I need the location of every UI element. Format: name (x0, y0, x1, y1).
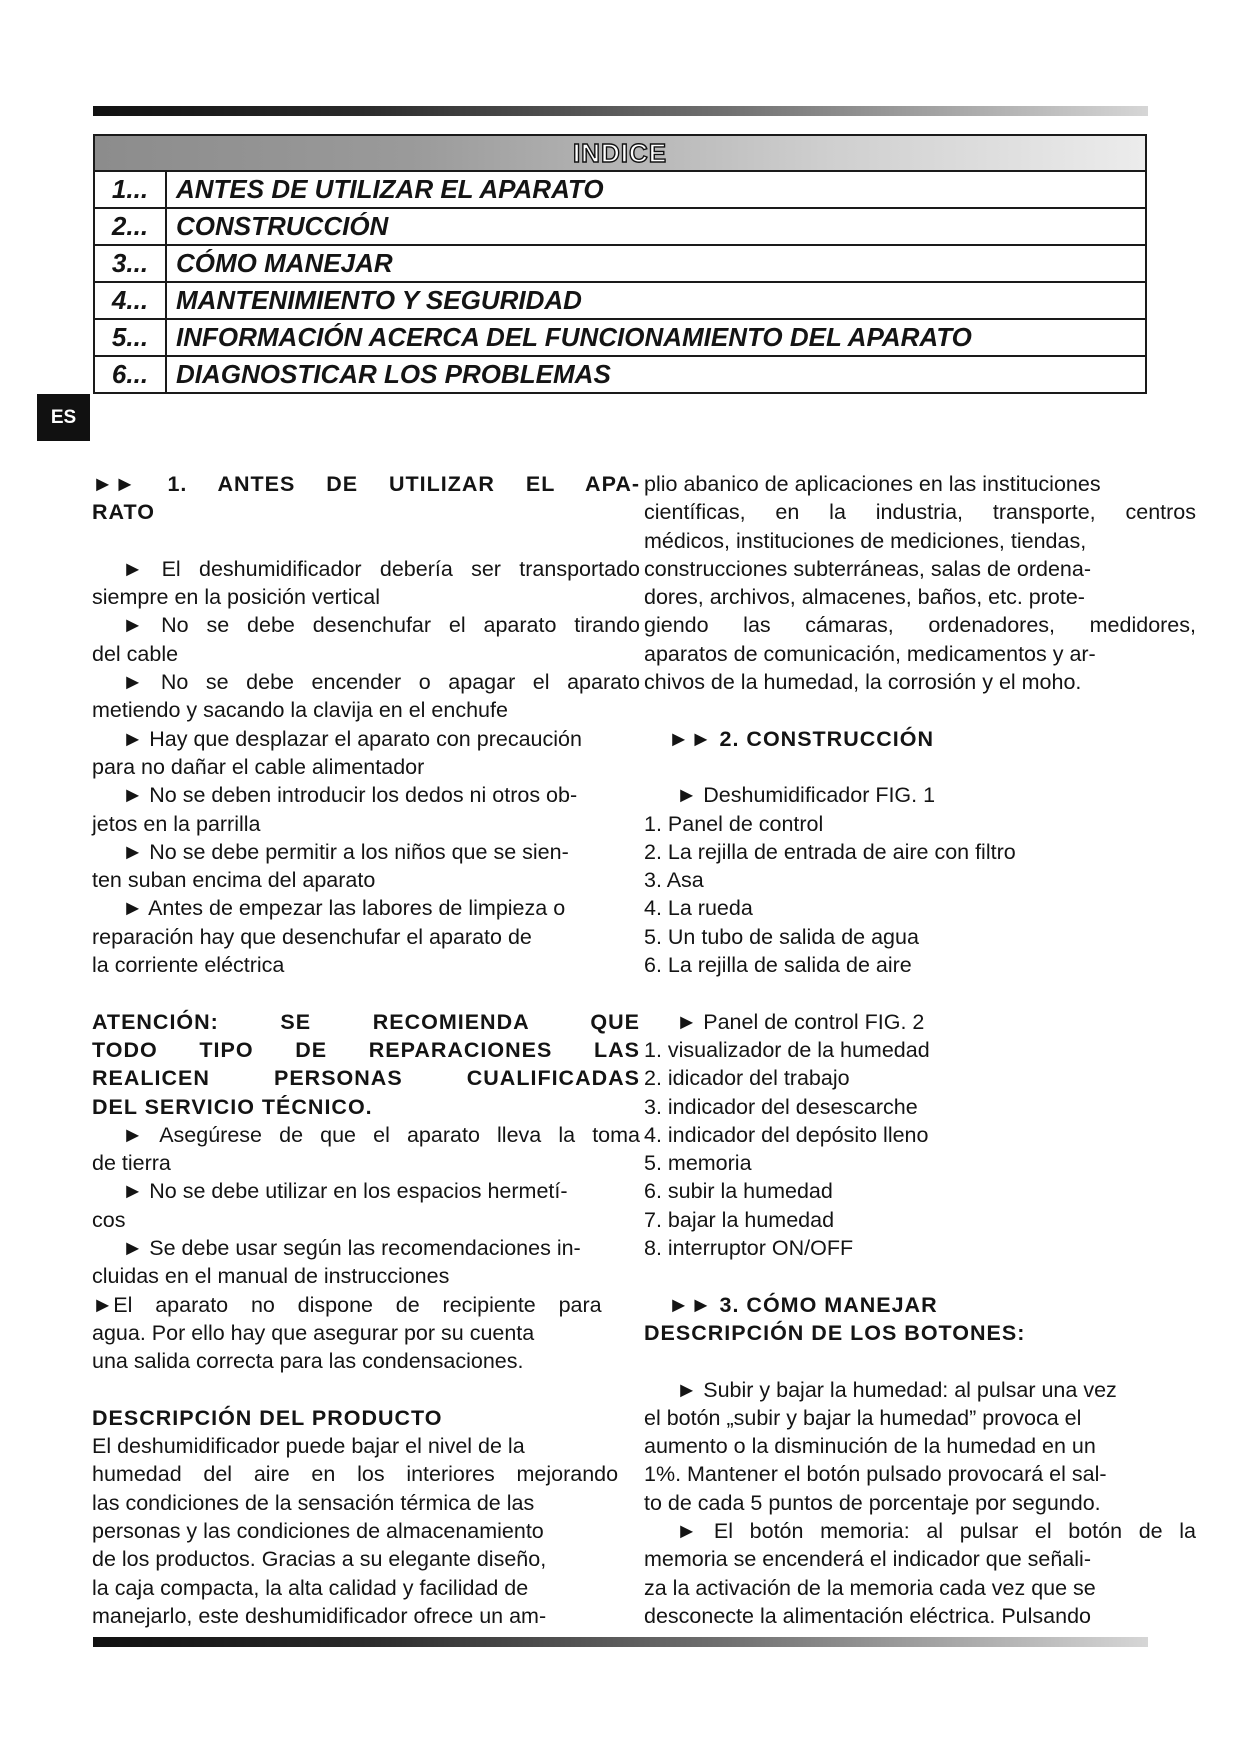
bullet-line: ► No se debe utilizar en los espacios hermetí- (122, 1179, 568, 1204)
description-line: personas y las condiciones de almacenamiento (92, 1518, 544, 1543)
list-item: 6. subir la humedad (644, 1179, 833, 1204)
list-item: 8. interruptor ON/OFF (644, 1236, 854, 1261)
left-column (92, 470, 640, 1630)
buttons-description-heading: DESCRIPCIÓN DE LOS BOTONES: (644, 1320, 1026, 1345)
bullet-line: ►El aparato no dispone de recipiente para (92, 1292, 602, 1317)
bullet-line: siempre en la posición vertical (92, 585, 380, 610)
toc-number: 2... (95, 209, 167, 244)
toc-number: 6... (95, 357, 167, 392)
figure-title: ► Panel de control FIG. 2 (676, 1009, 925, 1034)
list-item: 2. idicador del trabajo (644, 1066, 850, 1091)
bullet-line: metiendo y sacando la clavija en el enchufe (92, 698, 508, 723)
description-line: giendo las cámaras, ordenadores, medidores, (644, 613, 1196, 638)
toc-number: 3... (95, 246, 167, 281)
bullet-line: de tierra (92, 1151, 171, 1176)
description-line: científicas, en la industria, transporte, centros (644, 500, 1196, 525)
table-of-contents (93, 134, 1147, 394)
bullet-line: para no dañar el cable alimentador (92, 754, 425, 779)
section-heading: RATO (92, 500, 155, 525)
toc-label: MANTENIMIENTO Y SEGURIDAD (176, 285, 582, 315)
bullet-line: reparación hay que desenchufar el aparato de (92, 924, 532, 949)
bullet-line: la corriente eléctrica (92, 953, 285, 978)
toc-number: 1... (95, 172, 167, 207)
bullet-line: jetos en la parrilla (92, 811, 261, 836)
description-line: humedad del aire en los interiores mejorando (92, 1462, 619, 1487)
bullet-line: ► Antes de empezar las labores de limpieza o (122, 896, 566, 921)
bullet-line: ► No se deben introducir los dedos ni otros ob- (122, 783, 578, 808)
paragraph-line: za la activación de la memoria cada vez que se (644, 1575, 1096, 1600)
bullet-line: cluidas en el manual de instrucciones (92, 1264, 450, 1289)
list-item: 5. Un tubo de salida de agua (644, 924, 919, 949)
description-line: aparatos de comunicación, medicamentos y ar- (644, 641, 1096, 666)
description-line: manejarlo, este deshumidificador ofrece un am- (92, 1603, 547, 1628)
bullet-line: ► No se debe encender o apagar el aparato (122, 670, 640, 695)
toc-header (95, 136, 1145, 172)
attention-notice: ATENCIÓN: SE RECOMIENDA QUE (92, 1009, 640, 1034)
paragraph-line: ► Subir y bajar la humedad: al pulsar una vez (676, 1377, 1117, 1402)
description-line: construcciones subterráneas, salas de ordena- (644, 556, 1091, 581)
attention-notice: REALICEN PERSONAS CUALIFICADAS (92, 1066, 640, 1091)
bottom-decorative-bar (93, 1637, 1148, 1647)
toc-label: ANTES DE UTILIZAR EL APARATO (176, 174, 604, 204)
description-line: de los productos. Gracias a su elegante diseño, (92, 1547, 547, 1572)
list-item: 7. bajar la humedad (644, 1207, 835, 1232)
bullet-line: del cable (92, 641, 179, 666)
bullet-line: ten suban encima del aparato (92, 868, 376, 893)
toc-number: 5... (95, 320, 167, 355)
figure-title: ► Deshumidificador FIG. 1 (676, 783, 936, 808)
attention-notice: TODO TIPO DE REPARACIONES LAS (92, 1037, 640, 1062)
toc-title: INDICE (572, 137, 668, 168)
list-item: 6. La rejilla de salida de aire (644, 953, 912, 978)
paragraph-line: ► El botón memoria: al pulsar el botón de la (676, 1518, 1196, 1543)
language-badge: ES (37, 394, 90, 441)
top-decorative-bar (93, 106, 1148, 116)
bullet-line: una salida correcta para las condensaciones. (92, 1349, 524, 1374)
toc-label: CONSTRUCCIÓN (176, 211, 389, 241)
description-line: El deshumidificador puede bajar el nivel de la (92, 1434, 525, 1459)
bullet-line: cos (92, 1207, 126, 1232)
bullet-line: ► Asegúrese de que el aparato lleva la toma (122, 1122, 640, 1147)
description-line: plio abanico de aplicaciones en las instituciones (644, 472, 1101, 496)
paragraph-line: memoria se encenderá el indicador que señali- (644, 1547, 1091, 1572)
paragraph-line: 1%. Mantener el botón pulsado provocará el sal- (644, 1462, 1107, 1487)
right-column (644, 470, 1196, 1630)
section-heading: ►► 1. ANTES DE UTILIZAR EL APA- (92, 472, 640, 496)
toc-row (95, 320, 1145, 357)
list-item: 3. indicador del desescarche (644, 1094, 918, 1119)
paragraph-line: desconecte la alimentación eléctrica. Pulsando (644, 1603, 1091, 1628)
toc-number: 4... (95, 283, 167, 318)
description-line: la caja compacta, la alta calidad y facilidad de (92, 1575, 529, 1600)
list-item: 1. visualizador de la humedad (644, 1037, 930, 1062)
list-item: 5. memoria (644, 1151, 752, 1176)
section-heading: ►► 3. CÓMO MANEJAR (668, 1292, 938, 1317)
toc-row (95, 209, 1145, 246)
toc-label: INFORMACIÓN ACERCA DEL FUNCIONAMIENTO DEL APARATO (176, 322, 972, 352)
toc-label: CÓMO MANEJAR (176, 248, 393, 278)
description-line: chivos de la humedad, la corrosión y el moho. (644, 670, 1082, 695)
paragraph-line: el botón „subir y bajar la humedad” provoca el (644, 1405, 1082, 1430)
list-item: 2. La rejilla de entrada de aire con filtro (644, 839, 1016, 864)
bullet-line: ► Hay que desplazar el aparato con precaución (122, 726, 582, 751)
list-item: 4. indicador del depósito lleno (644, 1122, 929, 1147)
toc-row (95, 246, 1145, 283)
toc-row (95, 357, 1145, 392)
bullet-line: ► No se debe permitir a los niños que se sien- (122, 839, 569, 864)
paragraph-line: aumento o la disminución de la humedad en un (644, 1434, 1096, 1459)
bullet-line: ► No se debe desenchufar el aparato tirando (122, 613, 640, 638)
description-line: médicos, instituciones de mediciones, tiendas, (644, 528, 1087, 553)
paragraph-line: to de cada 5 puntos de porcentaje por segundo. (644, 1490, 1101, 1515)
toc-row (95, 283, 1145, 320)
list-item: 1. Panel de control (644, 811, 824, 836)
section-heading: ►► 2. CONSTRUCCIÓN (668, 726, 935, 751)
bullet-line: agua. Por ello hay que asegurar por su cuenta (92, 1320, 535, 1345)
list-item: 3. Asa (644, 868, 704, 893)
attention-notice: DEL SERVICIO TÉCNICO. (92, 1094, 373, 1119)
description-line: las condiciones de la sensación térmica de las (92, 1490, 535, 1515)
bullet-line: ► Se debe usar según las recomendaciones in- (122, 1236, 581, 1261)
toc-row (95, 172, 1145, 209)
list-item: 4. La rueda (644, 896, 753, 921)
product-description-heading: DESCRIPCIÓN DEL PRODUCTO (92, 1405, 443, 1430)
toc-label: DIAGNOSTICAR LOS PROBLEMAS (176, 359, 611, 389)
description-line: dores, archivos, almacenes, baños, etc. prote- (644, 585, 1085, 610)
bullet-line: ► El deshumidificador debería ser transportado (122, 556, 640, 581)
